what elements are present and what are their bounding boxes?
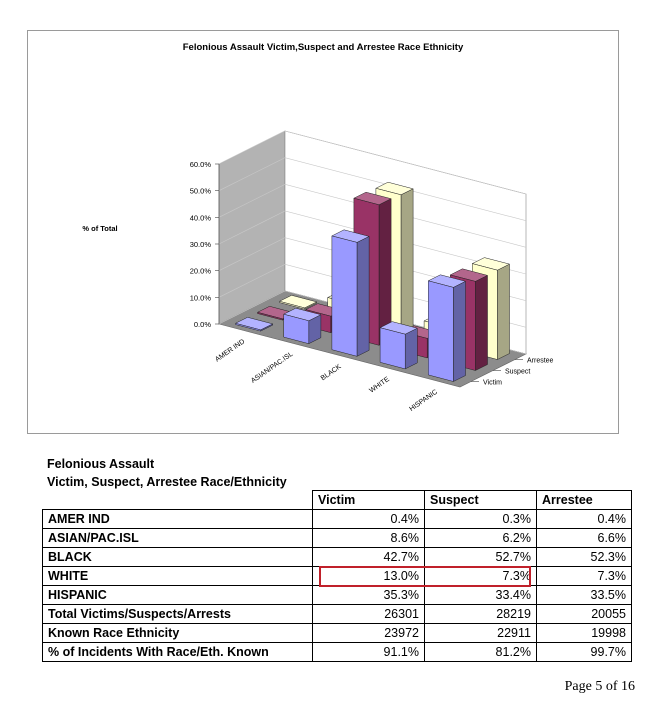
row-label: ASIAN/PAC.ISL <box>43 529 313 548</box>
table-row <box>43 624 632 643</box>
row-label: BLACK <box>43 548 313 567</box>
cell-victim: 23972 <box>313 624 425 643</box>
bar-victim-white <box>380 328 405 369</box>
bar-arrestee-hispanic-side <box>497 264 509 359</box>
cell-victim: 91.1% <box>313 643 425 662</box>
table-title: Felonious Assault <box>47 457 155 471</box>
bar-arrestee-black-side <box>401 189 413 334</box>
cell-suspect: 52.7% <box>425 548 537 567</box>
cell-victim: 42.7% <box>313 548 425 567</box>
bar-victim-hispanic-side <box>453 281 465 381</box>
row-label: Known Race Ethnicity <box>43 624 313 643</box>
data-table <box>42 490 632 662</box>
y-tick-label: 60.0% <box>189 160 211 169</box>
x-tick-label: WHITE <box>368 376 391 395</box>
page-number: Page 5 of 16 <box>564 679 635 694</box>
chart-3d-bar <box>28 31 618 433</box>
bar-victim-black-side <box>357 236 369 356</box>
cell-suspect: 6.2% <box>425 529 537 548</box>
cell-suspect: 81.2% <box>425 643 537 662</box>
chart-frame <box>27 30 619 434</box>
series-label: Victim <box>483 379 502 387</box>
y-tick-label: 10.0% <box>189 293 211 303</box>
cell-victim: 13.0% <box>313 567 425 586</box>
cell-victim: 8.6% <box>313 529 425 548</box>
cell-arrestee: 99.7% <box>537 643 632 662</box>
y-axis-title: % of Total <box>82 224 118 233</box>
cell-arrestee: 20055 <box>537 605 632 624</box>
table-header-row <box>43 491 632 510</box>
table-subtitle: Victim, Suspect, Arrestee Race/Ethnicity <box>47 475 287 489</box>
bar-victim-hispanic <box>428 281 453 382</box>
table-row <box>43 586 632 605</box>
cell-arrestee: 6.6% <box>537 529 632 548</box>
bar-suspect-hispanic-side <box>475 275 487 370</box>
row-label: HISPANIC <box>43 586 313 605</box>
y-tick-label: 40.0% <box>189 213 211 223</box>
cell-suspect: 7.3% <box>425 567 537 586</box>
bar-victim-black <box>332 236 357 356</box>
cell-suspect: 22911 <box>425 624 537 643</box>
cell-arrestee: 33.5% <box>537 586 632 605</box>
table-row <box>43 605 632 624</box>
cell-arrestee: 0.4% <box>537 510 632 529</box>
cell-victim: 35.3% <box>313 586 425 605</box>
table-row <box>43 567 632 586</box>
x-tick-label: AMER IND <box>214 338 247 364</box>
header-victim: Victim <box>313 491 425 510</box>
y-tick-label: 30.0% <box>189 240 211 249</box>
cell-arrestee: 19998 <box>537 624 632 643</box>
table-row <box>43 510 632 529</box>
y-tick-label: 50.0% <box>189 186 211 196</box>
x-tick-label: ASIAN/PAC.ISL <box>250 350 295 385</box>
y-tick-label: 0.0% <box>193 320 211 329</box>
y-tick-label: 20.0% <box>189 266 211 276</box>
row-label: Total Victims/Suspects/Arrests <box>43 605 313 624</box>
row-label: WHITE <box>43 567 313 586</box>
x-tick-label: HISPANIC <box>408 388 440 414</box>
table-row <box>43 548 632 567</box>
header-suspect: Suspect <box>425 491 537 510</box>
cell-arrestee: 7.3% <box>537 567 632 586</box>
header-arrestee: Arrestee <box>537 491 632 510</box>
series-label: Suspect <box>505 368 531 376</box>
table-header-blank <box>43 491 313 510</box>
chart-title: Felonious Assault Victim,Suspect and Arrestee Race Ethnicity <box>182 42 464 53</box>
table-row <box>43 643 632 662</box>
cell-suspect: 28219 <box>425 605 537 624</box>
row-label: % of Incidents With Race/Eth. Known <box>43 643 313 662</box>
cell-suspect: 0.3% <box>425 510 537 529</box>
cell-suspect: 33.4% <box>425 586 537 605</box>
series-label: Arrestee <box>527 357 554 365</box>
x-tick-label: BLACK <box>319 363 343 383</box>
row-label: AMER IND <box>43 510 313 529</box>
bar-victim-white-side <box>405 328 417 369</box>
cell-victim: 0.4% <box>313 510 425 529</box>
cell-arrestee: 52.3% <box>537 548 632 567</box>
table-row <box>43 529 632 548</box>
cell-victim: 26301 <box>313 605 425 624</box>
